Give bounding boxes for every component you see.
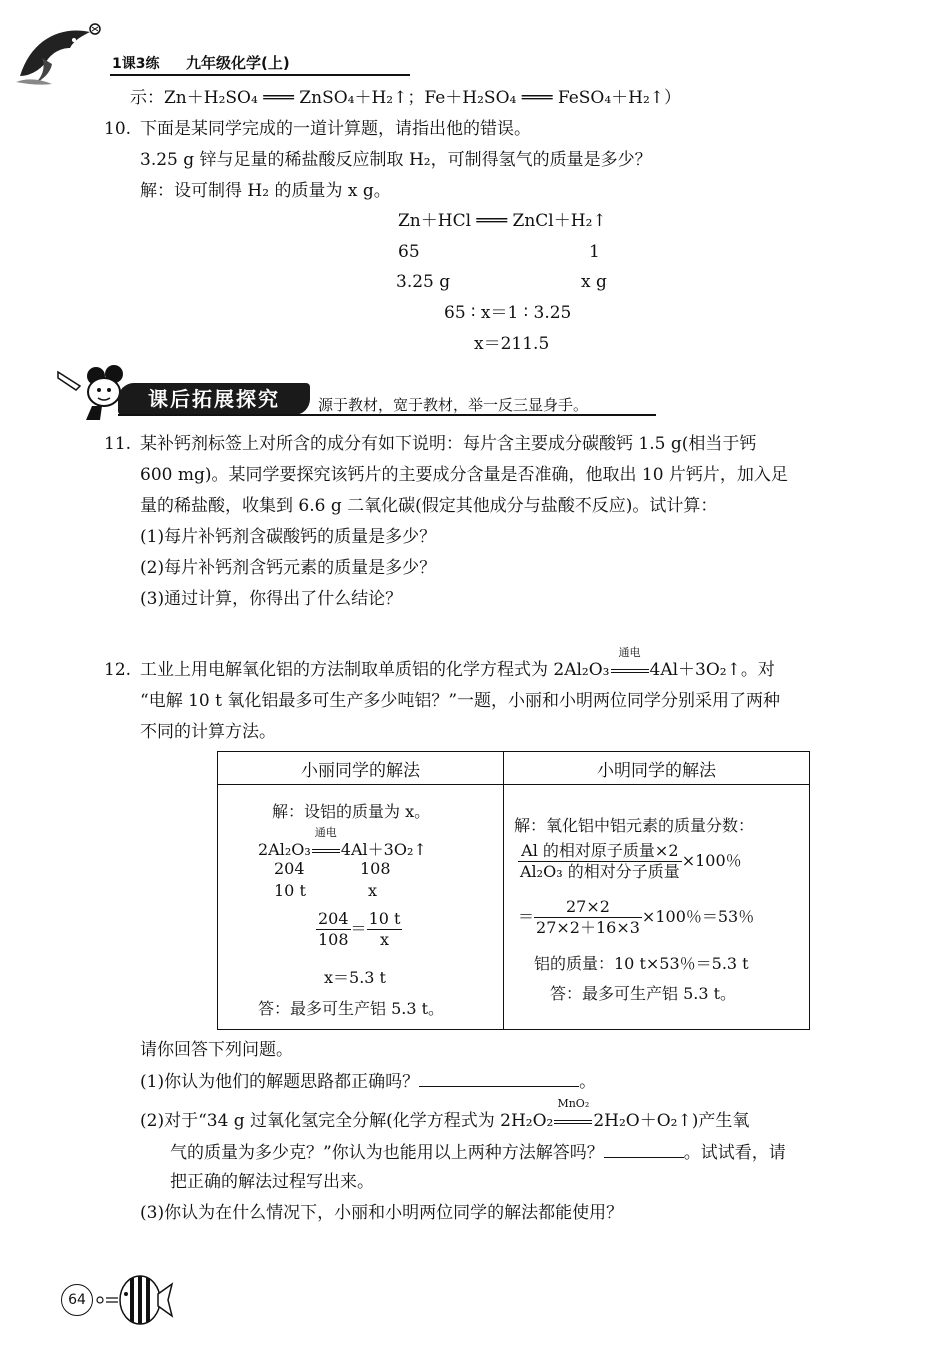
xiaoming-calc-line [518, 897, 754, 938]
q12-line3: 不同的计算方法。 [140, 722, 276, 742]
q12-sub1-text: (1)你认为他们的解题思路都正确吗？ [140, 1072, 420, 1092]
q12-sub1-end: 。 [579, 1072, 597, 1092]
section-title: 课后拓展探究 [148, 387, 280, 411]
xiaoli-result: x＝5.3 t [324, 968, 386, 987]
frac1-den: 108 [318, 930, 349, 949]
q11-sub1: (1)每片补钙剂含碳酸钙的质量是多少？ [140, 527, 437, 547]
q10-row1-left: 65 [398, 242, 420, 262]
section-slogan: 源于教材，宽于教材，举一反三显身手。 [318, 396, 589, 414]
solutions-table [217, 751, 810, 1030]
q11-line1: 某补钙剂标签上对所含的成分有如下说明：每片含主要成分碳酸钙 1.5 g(相当于钙 [140, 434, 757, 454]
xiaoli-v1a: 204 [274, 859, 305, 878]
mascot-illustration [56, 360, 126, 424]
table-header-left: 小丽同学的解法 [218, 752, 504, 785]
q11-number: 11. [104, 434, 132, 454]
eq-suffix: ×100％＝53％ [641, 907, 755, 926]
q10-solution-intro: 解：设可制得 H₂ 的质量为 x g。 [140, 181, 391, 201]
q12-sub2-a: (2)对于“34 g 过氧化氢完全分解(化学方程式为 2H₂O₂ [140, 1111, 554, 1131]
page-number-badge [61, 1284, 93, 1316]
xiaoli-v2b: x [368, 881, 378, 900]
q12-sub2-cond: MnO₂ [557, 1097, 590, 1110]
xiaoli-answer: 答：最多可生产铝 5.3 t。 [258, 999, 445, 1018]
book-title: 九年级化学(上) [186, 54, 290, 72]
q12-line2: “电解 10 t 氧化铝最多可生产多少吨铝？”一题，小丽和小明两位同学分别采用了两种 [140, 691, 781, 711]
q12-prompt: 请你回答下列问题。 [140, 1040, 293, 1060]
q12-condition: 通电 [618, 646, 641, 659]
brand-label: 1课3练 [112, 56, 160, 72]
q12-line1-a: 工业上用电解氧化铝的方法制取单质铝的化学方程式为 2Al₂O₃ [140, 660, 610, 680]
xiaoli-eq-right: 4Al＋3O₂↑ [340, 840, 427, 859]
q12-sub3: (3)你认为在什么情况下，小丽和小明两位同学的解法都能使用？ [140, 1203, 624, 1223]
dolphin-icon [12, 18, 102, 88]
xiaoming-fraction-line [518, 841, 742, 882]
q11-sub2: (2)每片补钙剂含钙元素的质量是多少？ [140, 558, 437, 578]
frac-num: Al 的相对原子质量×2 [518, 841, 682, 862]
xiaoli-eq-left: 2Al₂O₃ [258, 840, 311, 859]
xiaoming-answer: 答：最多可生产铝 5.3 t。 [550, 984, 737, 1003]
q12-sub1 [140, 1070, 596, 1092]
frac2-num: 10 t [368, 909, 401, 928]
q10-stem: 下面是某同学完成的一道计算题，请指出他的错误。 [140, 119, 531, 139]
q12-number: 12. [104, 660, 132, 680]
xiaoli-v2a: 10 t [274, 881, 306, 900]
fish-decoration [94, 1272, 174, 1328]
answer-blank-2[interactable] [604, 1141, 684, 1158]
page-number: 64 [68, 1292, 86, 1308]
q12-line1 [140, 646, 775, 680]
frac1-num: 204 [318, 909, 349, 928]
mascot-icon [56, 360, 126, 424]
times-100: ×100％ [681, 851, 742, 870]
electrolysis-arrow-left [311, 826, 341, 859]
q12-sub2 [140, 1097, 750, 1131]
q10-row1-right: 1 [589, 242, 600, 262]
q11-line3: 量的稀盐酸，收集到 6.6 g 二氧化碳(假定其他成分与盐酸不反应)。试计算： [140, 496, 718, 516]
q10-problem: 3.25 g 锌与足量的稀盐酸反应制取 H₂，可制得氢气的质量是多少？ [140, 150, 652, 170]
q10-result: x＝211.5 [474, 334, 550, 354]
section-banner [118, 383, 310, 415]
xiaoli-equation [258, 826, 427, 860]
xiaoming-solution [504, 785, 810, 1030]
eq-prefix: ＝ [518, 907, 535, 926]
calc-frac-num: 27×2 [534, 897, 642, 918]
q11-line2: 600 mg)。某同学要探究该钙片的主要成分含量是否准确，他取出 10 片钙片，加入足 [140, 465, 788, 485]
xiaoming-mass: 铝的质量：10 t×53％＝5.3 t [534, 954, 749, 973]
answer-blank-1[interactable] [419, 1070, 579, 1087]
calc-frac-den: 27×2＋16×3 [536, 918, 640, 937]
q12-sub2-line2-a: 气的质量为多少克？”你认为也能用以上两种方法解答吗？ [170, 1143, 604, 1163]
q10-proportion: 65 ∶ x＝1 ∶ 3.25 [444, 303, 572, 323]
xiaoli-proportion: $\frac{204}{108}$ ＝ $\frac{10 t}{x}$ [318, 909, 401, 949]
frac2-den: x [379, 930, 390, 949]
calc-frac [534, 897, 642, 938]
mass-fraction-frac [518, 841, 682, 882]
table-header-right: 小明同学的解法 [504, 752, 810, 785]
xiaoli-eq-cond: 通电 [314, 826, 337, 839]
q12-sub2-line3: 把正确的解法过程写出来。 [170, 1172, 374, 1192]
q10-equation: Zn＋HCl ═══ ZnCl＋H₂↑ [398, 211, 607, 231]
continuation-line: 示：Zn＋H₂SO₄ ═══ ZnSO₄＋H₂↑；Fe＋H₂SO₄ ═══ FeSO₄＋H₂↑） [130, 88, 682, 108]
electrolysis-arrow [610, 646, 650, 680]
q12-sub2-b: 2H₂O＋O₂↑)产生氧 [593, 1111, 750, 1131]
q12-line1-b: 4Al＋3O₂↑。对 [649, 660, 775, 680]
header-rule [110, 74, 410, 76]
xiaoming-intro: 解：氧化铝中铝元素的质量分数： [514, 816, 755, 835]
q11-sub3: (3)通过计算，你得出了什么结论？ [140, 589, 403, 609]
q10-row2-right: x g [581, 272, 607, 292]
q10-number: 10. [104, 119, 132, 139]
fish-icon [94, 1272, 174, 1328]
q10-row2-left: 3.25 g [396, 272, 451, 292]
xiaoli-frac1 [316, 909, 351, 950]
xiaoli-solution [218, 785, 504, 1030]
xiaoli-frac2 [367, 909, 403, 950]
xiaoli-v1b: 108 [360, 859, 391, 878]
q12-sub2-line2 [170, 1141, 786, 1163]
catalyst-arrow [553, 1097, 593, 1131]
dolphin-logo [12, 18, 102, 88]
q12-sub2-line2-b: 。试试看，请 [683, 1143, 786, 1163]
frac-den: Al₂O₃ 的相对分子质量 [520, 862, 680, 881]
xiaoli-intro: 解：设铝的质量为 x。 [272, 802, 431, 821]
